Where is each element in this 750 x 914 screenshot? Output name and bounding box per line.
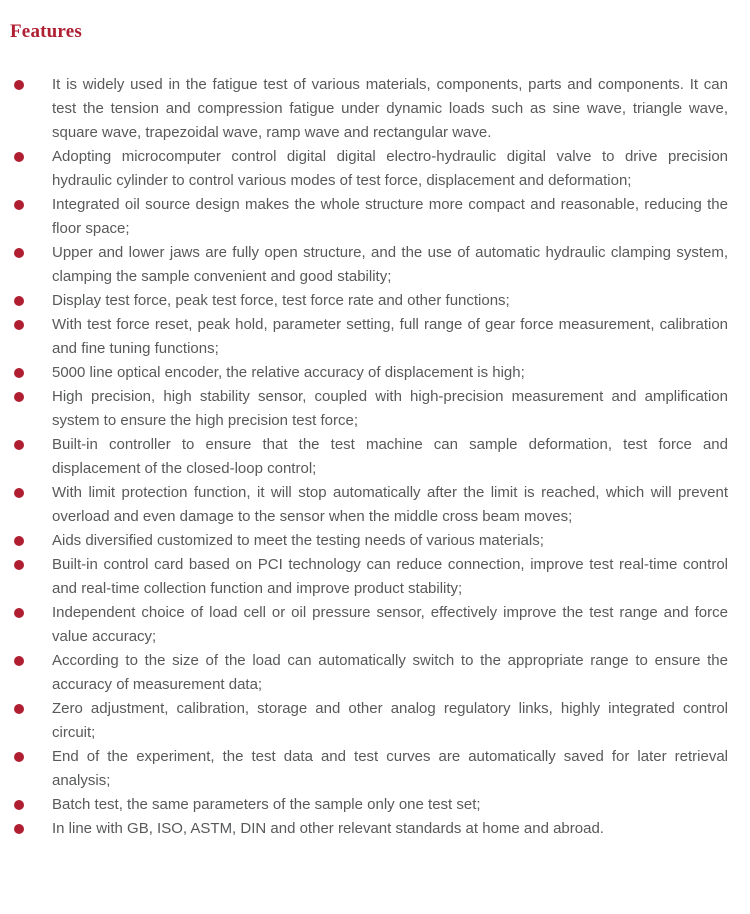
feature-text: Display test force, peak test force, test force rate and other functions; [52,292,510,309]
feature-item [0,73,750,145]
feature-text: Adopting microcomputer control digital digital electro-hydraulic digital valve to drive precision hydraulic cylinder to control various modes of test force, displacement and deformation; [52,148,728,189]
feature-text: According to the size of the load can automatically switch to the appropriate range to ensure the accuracy of measurement data; [52,652,728,693]
bullet-icon [14,824,24,834]
feature-item [0,697,750,745]
feature-item [0,361,750,385]
feature-text: It is widely used in the fatigue test of various materials, components, parts and components. It can test the tension and compression fatigue under dynamic loads such as sine wave, triangle wave, square wave, trapezoidal wave, ramp wave and rectangular wave. [52,76,728,141]
feature-item [0,745,750,793]
feature-item [0,145,750,193]
feature-item [0,241,750,289]
bullet-icon [14,704,24,714]
bullet-icon [14,656,24,666]
feature-item [0,481,750,529]
features-list [0,73,750,841]
feature-item [0,793,750,817]
feature-text: With limit protection function, it will stop automatically after the limit is reached, which will prevent overload and even damage to the sensor when the middle cross beam moves; [52,484,728,525]
bullet-icon [14,488,24,498]
feature-item [0,433,750,481]
feature-item [0,553,750,601]
feature-text: In line with GB, ISO, ASTM, DIN and other relevant standards at home and abroad. [52,820,604,837]
feature-item [0,193,750,241]
bullet-icon [14,536,24,546]
bullet-icon [14,800,24,810]
feature-text: Integrated oil source design makes the whole structure more compact and reasonable, reducing the floor space; [52,196,728,237]
bullet-icon [14,368,24,378]
feature-text: Independent choice of load cell or oil pressure sensor, effectively improve the test range and force value accuracy; [52,604,728,645]
bullet-icon [14,296,24,306]
feature-item [0,313,750,361]
feature-text: Aids diversified customized to meet the testing needs of various materials; [52,532,544,549]
feature-text: High precision, high stability sensor, coupled with high-precision measurement and amplification system to ensure the high precision test force; [52,388,728,429]
feature-text: Batch test, the same parameters of the sample only one test set; [52,796,481,813]
feature-text: End of the experiment, the test data and test curves are automatically saved for later retrieval analysis; [52,748,728,789]
feature-item [0,385,750,433]
bullet-icon [14,80,24,90]
bullet-icon [14,248,24,258]
feature-item [0,289,750,313]
bullet-icon [14,392,24,402]
bullet-icon [14,440,24,450]
feature-item [0,601,750,649]
feature-text: Upper and lower jaws are fully open structure, and the use of automatic hydraulic clamping system, clamping the sample convenient and good stability; [52,244,728,285]
feature-text: 5000 line optical encoder, the relative accuracy of displacement is high; [52,364,525,381]
bullet-icon [14,320,24,330]
bullet-icon [14,560,24,570]
feature-text: Zero adjustment, calibration, storage and other analog regulatory links, highly integrated control circuit; [52,700,728,741]
feature-item [0,649,750,697]
bullet-icon [14,200,24,210]
bullet-icon [14,752,24,762]
features-page [0,20,750,914]
feature-text: Built-in control card based on PCI technology can reduce connection, improve test real-time control and real-time collection function and improve product stability; [52,556,728,597]
feature-item [0,817,750,841]
page-title: Features [10,21,82,42]
feature-text: With test force reset, peak hold, parameter setting, full range of gear force measurement, calibration and fine tuning functions; [52,316,728,357]
feature-text: Built-in controller to ensure that the test machine can sample deformation, test force and displacement of the closed-loop control; [52,436,728,477]
feature-item [0,529,750,553]
bullet-icon [14,608,24,618]
bullet-icon [14,152,24,162]
